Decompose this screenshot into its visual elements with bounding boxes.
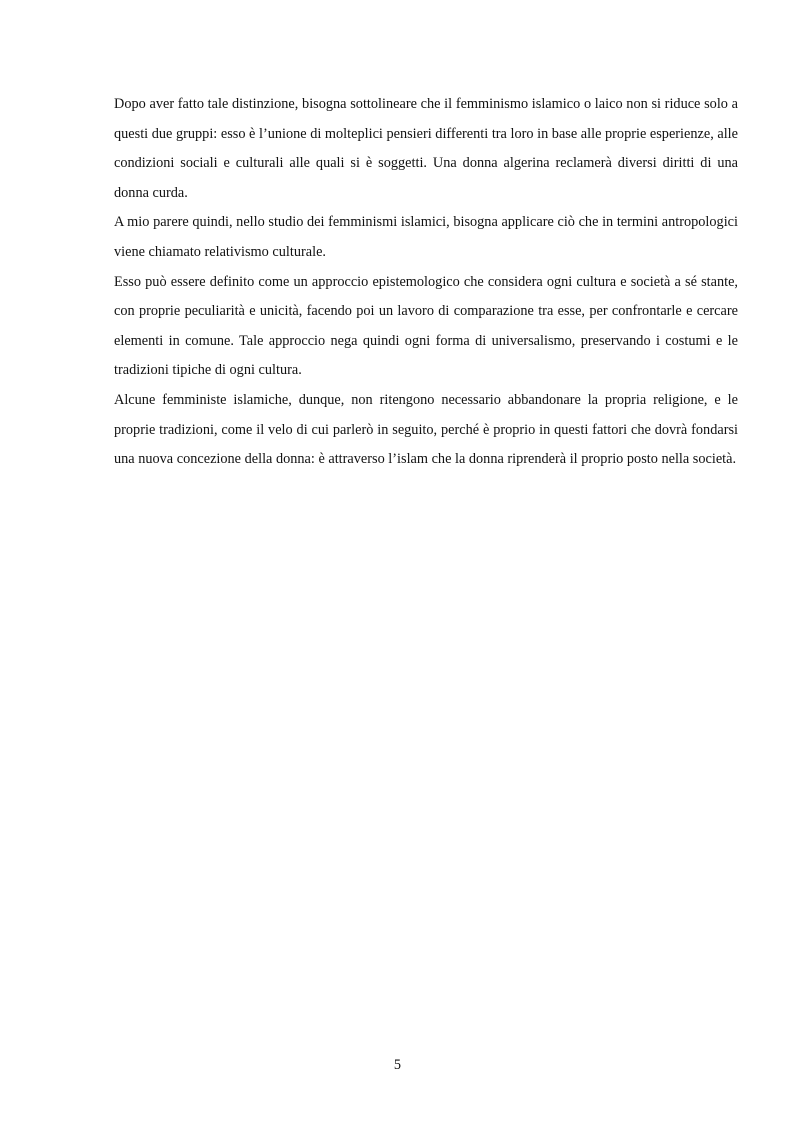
body-text <box>114 90 738 475</box>
paragraph-islamic-feminists: Alcune femministe islamiche, dunque, non ritengono necessario abbandonare la propria religione, e le proprie tradizioni, come il velo di cui parlerò in seguito, perché è proprio in questi fattori che dovrà fondarsi una nuova concezione della donna: è attraverso l’islam che la donna riprenderà il proprio posto nella società. <box>114 391 738 468</box>
paragraph-epistemological-approach: Esso può essere definito come un approccio epistemologico che considera ogni cultura e società a sé stante, con proprie peculiarità e unicità, facendo poi un lavoro di comparazione tra esse, per confrontarle e cercare elementi in comune. Tale approccio nega quindi ogni forma di universalismo, preservando i costumi e le tradizioni tipiche di ogni cultura. <box>114 273 738 379</box>
paragraph-distinction: Dopo aver fatto tale distinzione, bisogna sottolineare che il femminismo islamico o laico non si riduce solo a questi due gruppi: esso è l’unione di molteplici pensieri differenti tra loro in base alle proprie esperienze, alle condizioni sociali e culturali alle quali si è soggetti. Una donna algerina reclamerà diversi diritti di una donna curda. <box>114 96 738 201</box>
page-number: 5 <box>393 1057 402 1073</box>
paragraph-relativism: A mio parere quindi, nello studio dei femminismi islamici, bisogna applicare ciò che in termini antropologici viene chiamato relativismo culturale. <box>114 214 738 260</box>
